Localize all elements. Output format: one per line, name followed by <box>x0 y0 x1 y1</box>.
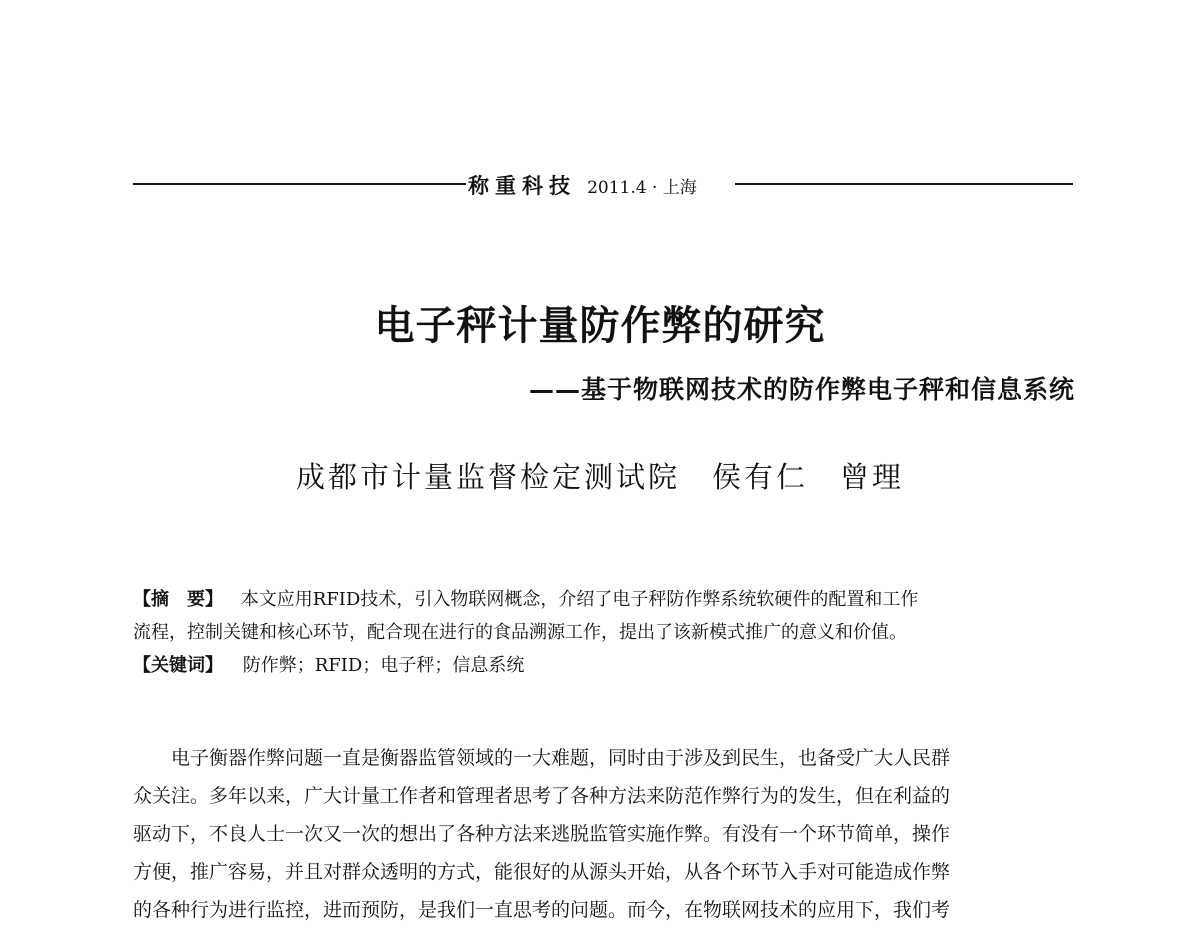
body-line: 的各种行为进行监控，进而预防，是我们一直思考的问题。而今，在物联网技术的应用下，我们考 <box>133 899 951 921</box>
header-rule-right <box>735 183 1073 185</box>
body-line: 驱动下，不良人士一次又一次的想出了各种方法来逃脱监管实施作弊。有没有一个环节简单，操作 <box>133 823 951 845</box>
body-line: 方便，推广容易，并且对群众透明的方式，能很好的从源头开始，从各个环节入手对可能造成作弊 <box>133 861 951 883</box>
body-line: 电子衡器作弊问题一直是衡器监管领域的一大难题，同时由于涉及到民生，也备受广大人民群 <box>171 747 951 769</box>
journal-name: 称重科技 <box>468 173 576 198</box>
keywords-text: 防作弊；RFID；电子秤；信息系统 <box>242 655 525 676</box>
article-subtitle: ——基于物联网技术的防作弊电子秤和信息系统 <box>528 375 1075 404</box>
abstract-line <box>133 583 1078 616</box>
header-rule-left <box>133 183 466 185</box>
keywords-line <box>133 649 1078 682</box>
article-authors: 成都市计量监督检定测试院 侯有仁 曾理 <box>295 460 904 494</box>
abstract-text-2: 流程，控制关键和核心环节，配合现在进行的食品溯源工作，提出了该新模式推广的意义和价值。 <box>133 622 907 643</box>
keywords-label: 【关键词】 <box>133 655 223 676</box>
abstract <box>133 583 1078 682</box>
article-title: 电子秤计量防作弊的研究 <box>374 302 826 349</box>
body-line: 众关注。多年以来，广大计量工作者和管理者思考了各种方法来防范作弊行为的发生，但在利益的 <box>133 785 951 807</box>
journal-issue: 2011.4 · 上海 <box>587 178 697 198</box>
body-paragraph <box>133 739 1078 929</box>
abstract-text-1: 本文应用RFID技术，引入物联网概念，介绍了电子秤防作弊系统软硬件的配置和工作 <box>240 589 919 610</box>
abstract-label: 【摘 要】 <box>133 589 223 610</box>
journal-header <box>468 170 728 200</box>
